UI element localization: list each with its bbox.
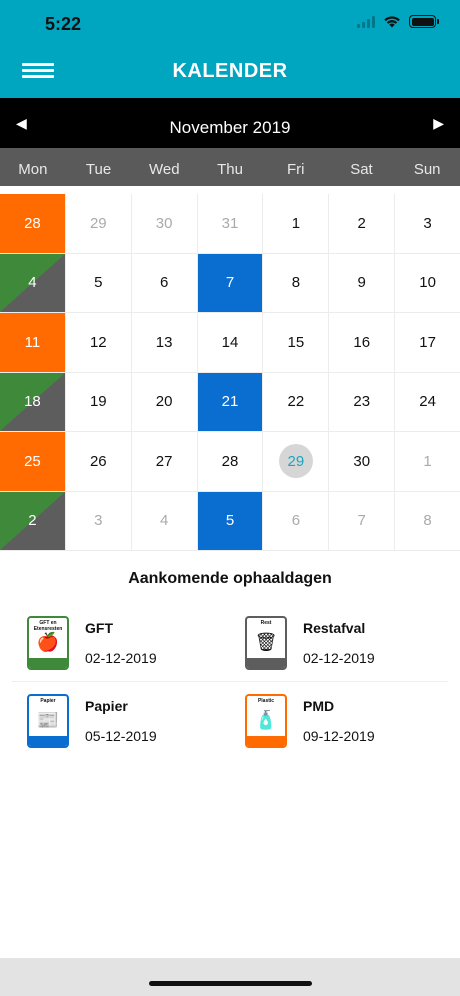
bin-glyph-icon: 📰 <box>36 710 60 730</box>
calendar-day-cell[interactable] <box>132 254 198 313</box>
weekday-label: Mon <box>18 161 48 178</box>
calendar-day-cell[interactable] <box>0 313 66 372</box>
calendar-day-cell[interactable] <box>395 194 460 253</box>
calendar-day-cell[interactable] <box>66 313 132 372</box>
day-number: 3 <box>423 214 432 232</box>
pickup-text <box>85 698 157 744</box>
bin-label: Plastic <box>257 698 275 704</box>
calendar-day-cell[interactable] <box>395 254 460 313</box>
day-number: 10 <box>419 274 436 292</box>
pickup-date: 05-12-2019 <box>85 728 157 744</box>
upcoming-title: Aankomende ophaaldagen <box>128 570 332 587</box>
next-month-button[interactable]: ▶ <box>433 115 444 131</box>
calendar-week-row <box>0 313 460 373</box>
day-number: 20 <box>155 393 173 411</box>
calendar-day-cell[interactable] <box>0 432 66 491</box>
day-number: 6 <box>159 274 169 292</box>
top-bar <box>0 0 460 98</box>
upcoming-pickups-list <box>12 604 448 760</box>
calendar-day-cell[interactable] <box>263 432 329 491</box>
bottom-bar <box>0 958 460 996</box>
pickup-row <box>12 682 448 760</box>
calendar-day-cell[interactable] <box>0 194 66 253</box>
day-number: 8 <box>291 274 301 292</box>
day-number: 23 <box>353 393 371 411</box>
status-icons <box>357 15 436 28</box>
calendar-day-cell[interactable] <box>263 313 329 372</box>
bin-label: GFT en Etensresten <box>33 619 63 632</box>
calendar-day-cell[interactable] <box>132 492 198 551</box>
calendar-day-cell[interactable] <box>329 194 395 253</box>
wifi-icon <box>383 15 401 28</box>
calendar-day-cell[interactable] <box>132 373 198 432</box>
weekday-header <box>0 148 460 186</box>
day-number: 6 <box>291 512 301 530</box>
day-number: 21 <box>221 393 239 411</box>
calendar-day-cell[interactable] <box>0 492 66 551</box>
calendar-week-row <box>0 373 460 433</box>
day-number: 5 <box>94 274 103 292</box>
calendar-day-cell[interactable] <box>263 492 329 551</box>
day-number: 1 <box>291 214 301 232</box>
day-number: 4 <box>28 274 37 292</box>
day-number: 28 <box>24 214 41 232</box>
weekday-label: Tue <box>85 161 112 178</box>
calendar-day-cell[interactable] <box>198 194 264 253</box>
bin-label: Papier <box>40 698 56 704</box>
pickup-name: Papier <box>85 698 128 714</box>
day-number: 14 <box>221 333 239 351</box>
bin-glyph-icon: 🍎 <box>36 631 60 652</box>
weekday-label: Thu <box>217 161 243 178</box>
day-number: 26 <box>89 452 107 470</box>
pickup-item[interactable] <box>12 682 230 760</box>
pickup-text <box>85 620 157 666</box>
calendar-day-cell[interactable] <box>0 373 66 432</box>
calendar-day-cell[interactable] <box>198 492 264 551</box>
day-number: 12 <box>89 333 107 351</box>
signal-icon <box>357 16 375 28</box>
calendar-day-cell[interactable] <box>66 373 132 432</box>
day-number: 30 <box>155 214 173 232</box>
calendar-day-cell[interactable] <box>198 254 264 313</box>
bin-color-band <box>29 658 67 668</box>
day-number: 7 <box>225 274 235 292</box>
calendar-day-cell[interactable] <box>395 313 460 372</box>
day-number: 27 <box>155 452 173 470</box>
day-number: 22 <box>287 393 305 411</box>
calendar-day-cell[interactable] <box>132 432 198 491</box>
day-number: 29 <box>89 214 107 232</box>
day-number: 15 <box>287 333 305 351</box>
papier-bin-icon <box>27 694 69 748</box>
calendar-day-cell[interactable] <box>329 313 395 372</box>
gft-bin-icon <box>27 616 69 670</box>
pickup-name: PMD <box>303 698 335 714</box>
day-number: 30 <box>353 452 371 470</box>
pickup-item[interactable] <box>230 604 448 681</box>
calendar-day-cell[interactable] <box>395 492 460 551</box>
pickup-date: 09-12-2019 <box>303 728 375 744</box>
day-number: 13 <box>155 333 173 351</box>
pickup-text <box>303 620 375 666</box>
day-number: 7 <box>357 512 366 530</box>
calendar-day-cell[interactable] <box>395 432 460 491</box>
calendar-day-cell[interactable] <box>198 373 264 432</box>
month-navigation <box>0 98 460 148</box>
month-label: November 2019 <box>169 118 291 137</box>
status-time: 5:22 <box>45 14 82 34</box>
calendar-week-row <box>0 432 460 492</box>
day-number: 1 <box>423 452 432 470</box>
calendar-day-cell[interactable] <box>329 432 395 491</box>
day-number: 4 <box>159 512 169 530</box>
page-title: KALENDER <box>172 60 288 82</box>
bin-color-band <box>247 736 285 746</box>
calendar-day-cell[interactable] <box>66 194 132 253</box>
day-number: 11 <box>24 333 41 351</box>
day-number: 28 <box>221 452 239 470</box>
day-number: 16 <box>353 333 371 351</box>
day-number: 24 <box>419 393 436 411</box>
weekday-label: Sat <box>350 161 373 178</box>
day-number: 3 <box>94 512 103 530</box>
calendar-day-cell[interactable] <box>329 373 395 432</box>
day-number: 18 <box>24 393 41 411</box>
calendar-day-cell[interactable] <box>329 492 395 551</box>
day-number: 29 <box>287 452 305 470</box>
bin-color-band <box>29 736 67 746</box>
pickup-text <box>303 698 375 744</box>
bin-color-band <box>247 658 285 668</box>
calendar-day-cell[interactable] <box>66 492 132 551</box>
calendar-day-cell[interactable] <box>198 432 264 491</box>
pickup-item[interactable] <box>230 682 448 760</box>
pickup-date: 02-12-2019 <box>85 649 157 666</box>
pmd-bin-icon <box>245 694 287 748</box>
weekday-label: Fri <box>286 161 305 178</box>
day-number: 25 <box>24 452 41 470</box>
bin-glyph-icon: 🗑 <box>254 631 278 652</box>
calendar-grid <box>0 194 460 551</box>
calendar-day-cell[interactable] <box>198 313 264 372</box>
calendar-day-cell[interactable] <box>329 254 395 313</box>
pickup-name: Restafval <box>303 619 366 636</box>
day-number: 2 <box>28 512 37 530</box>
day-number: 8 <box>423 512 432 530</box>
weekday-label: Sun <box>413 161 441 178</box>
day-number: 9 <box>357 274 366 292</box>
day-number: 19 <box>89 393 107 411</box>
calendar-day-cell[interactable] <box>66 432 132 491</box>
calendar-week-row <box>0 194 460 254</box>
pickup-row <box>12 604 448 682</box>
pickup-date: 02-12-2019 <box>303 649 375 666</box>
restafval-bin-icon <box>245 616 287 670</box>
day-number: 31 <box>221 214 239 232</box>
calendar-day-cell[interactable] <box>132 313 198 372</box>
calendar-day-cell[interactable] <box>132 194 198 253</box>
battery-icon <box>409 15 436 28</box>
calendar-week-row <box>0 254 460 314</box>
home-indicator[interactable] <box>149 981 312 986</box>
bin-glyph-icon: 🧴 <box>254 710 278 730</box>
calendar-week-row <box>0 492 460 552</box>
day-number: 17 <box>419 333 436 351</box>
calendar-day-cell[interactable] <box>263 373 329 432</box>
pickup-name: GFT <box>85 619 113 636</box>
calendar-day-cell[interactable] <box>263 194 329 253</box>
day-number: 5 <box>225 512 235 530</box>
bin-label: Rest <box>260 619 272 626</box>
previous-month-button[interactable]: ◀ <box>16 115 27 131</box>
pickup-item[interactable] <box>12 604 230 681</box>
weekday-label: Wed <box>149 161 180 178</box>
day-number: 2 <box>357 214 366 232</box>
calendar-day-cell[interactable] <box>263 254 329 313</box>
calendar-day-cell[interactable] <box>0 254 66 313</box>
calendar-day-cell[interactable] <box>395 373 460 432</box>
calendar-day-cell[interactable] <box>66 254 132 313</box>
